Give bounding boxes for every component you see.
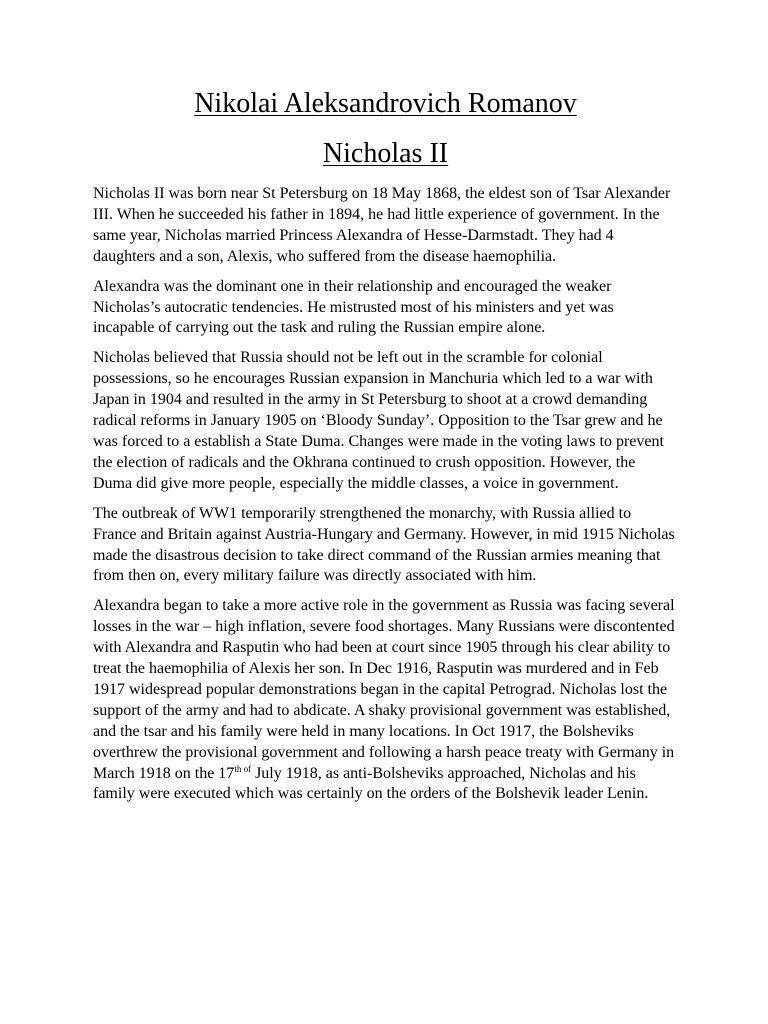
paragraph-5-before: Alexandra began to take a more active role in the government as Russia was facing several losses in the war – high inflation, severe food shortages. Many Russians were discontented with Alexandra and Rasputin who had been at court since 1905 through his clear ability to treat the haemophilia of Alexis her son. In Dec 1916, Rasputin was murdered and in Feb 1917 widespread popular demonstrations began in the capital Petrograd. Nicholas lost the support of the army and had to abdicate. A shaky provisional government was established, and the tsar and his family were held in many locations. In Oct 1917, the Bolsheviks overthrew the provisional government and following a harsh peace treaty with Germany in March 1918 on the 17 — [93, 597, 675, 782]
document-title: Nikolai Aleksandrovich Romanov — [194, 88, 577, 119]
paragraph-1: Nicholas II was born near St Petersburg on 18 May 1868, the eldest son of Tsar Alexander III. When he succeeded his father in 1894, he had little experience of government. In the same year, Nicholas married Princess Alexandra of Hesse-Darmstadt. They had 4 daughters and a son, Alexis, who suffered from the disease haemophilia. — [93, 185, 671, 265]
paragraph-5-after: July 1918, as anti-Bolsheviks approached, Nicholas and his family were executed which was certainly on the orders of the Bolshevik leader Lenin. — [93, 764, 649, 803]
document-body — [93, 184, 678, 805]
paragraph-4: The outbreak of WW1 temporarily strengthened the monarchy, with Russia allied to France and Britain against Austria-Hungary and Germany. However, in mid 1915 Nicholas made the disastrous decision to take direct command of the Russian armies meaning that from then on, every military failure was directly associated with him. — [93, 504, 675, 585]
ordinal-superscript: th of — [234, 763, 252, 774]
paragraph-2: Alexandra was the dominant one in their relationship and encouraged the weaker Nicholas’s autocratic tendencies. He mistrusted most of his ministers and yet was incapable of carrying out the task and ruling the Russian empire alone. — [93, 277, 614, 337]
paragraph-5 — [93, 596, 678, 805]
paragraph-3: Nicholas believed that Russia should not be left out in the scramble for colonial possessions, so he encourages Russian expansion in Manchuria which led to a war with Japan in 1904 and resulted in the army in St Petersburg to shoot at a crowd demanding radical reforms in January 1905 on ‘Bloody Sunday’. Opposition to the Tsar grew and he was forced to a establish a State Duma. Changes were made in the voting laws to prevent the election of radicals and the Okhrana continued to crush opposition. However, the Duma did give more people, especially the middle classes, a voice in government. — [93, 349, 664, 492]
document-page — [93, 84, 678, 814]
document-subtitle: Nicholas II — [322, 138, 449, 169]
